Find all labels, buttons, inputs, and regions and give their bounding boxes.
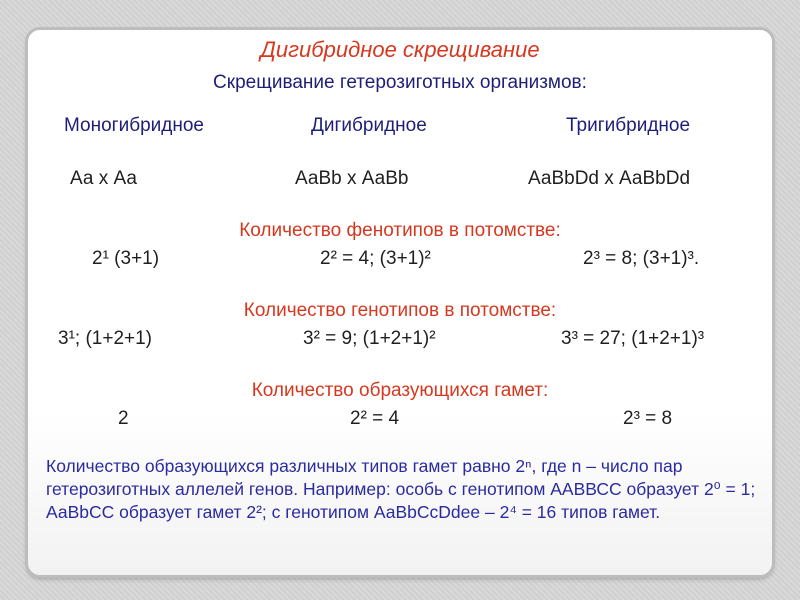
slide-subtitle: Скрещивание гетерозиготных организмов: [213,72,587,93]
gametes-note: Количество образующихся различных типов гамет равно 2ⁿ, где n – число пар гетерозиготных аллелей генов. Например: особь с генотипом ААВВСС образует 2⁰ = 1; АаВbСС образует гамет 2²; с генотипом АаBbCcDdee – 2⁴ = 16 типов гамет. [46,456,756,522]
cross-tri: АаВbDd х АаВbDd [528,168,691,189]
phenotypes-di: 2² = 4; (3+1)² [320,248,431,269]
gametes-di: 2² = 4 [350,408,400,429]
section-genotypes-heading: Количество генотипов в потомстве: [243,300,557,321]
section-gametes-heading: Количество образующихся гамет: [251,380,549,401]
section-phenotypes-heading: Количество фенотипов в потомстве: [239,220,561,241]
column-heading-di: Дигибридное [311,115,427,136]
column-heading-tri: Тригибридное [566,115,691,136]
phenotypes-tri: 2³ = 8; (3+1)³. [583,248,700,269]
cross-di: АаВb х АаВb [295,168,409,189]
genotypes-tri: 3³ = 27; (1+2+1)³ [561,328,705,349]
genotypes-di: 3² = 9; (1+2+1)² [303,328,436,349]
gametes-tri: 2³ = 8 [623,408,673,429]
slide-title: Дигибридное скрещивание [260,37,540,62]
slide-card [28,30,772,575]
gametes-mono: 2 [118,408,129,429]
genotypes-mono: 3¹; (1+2+1) [58,328,152,349]
phenotypes-mono: 2¹ (3+1) [92,248,160,269]
column-heading-mono: Моногибридное [64,115,204,136]
cross-mono: Аа х Аа [70,168,137,189]
